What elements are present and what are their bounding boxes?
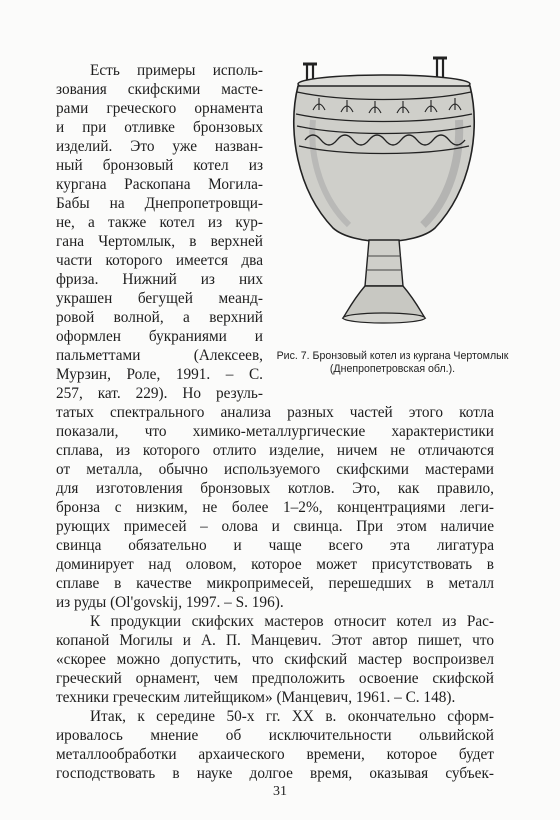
text-line: гана Чертомлык, в верхней [56, 233, 263, 250]
text-line: и при отливке бронзовых [56, 119, 263, 136]
page-number: 31 [273, 784, 287, 799]
text-line: кургана Раскопана Могила- [56, 176, 263, 193]
text-line: К продукции скифских мастеров относит котел из Рас- [90, 613, 494, 630]
text-line: Бабы на Днепропетровщи- [56, 195, 263, 212]
text-line: из руды (Ol'govskij, 1997. – S. 196). [56, 594, 284, 611]
text-line: фриза. Нижний из них [56, 271, 263, 288]
text-line: «скорее можно допустить, что скифский мастер воспроизвел [56, 651, 494, 668]
bronze-cauldron-illustration [283, 50, 505, 335]
figure-caption-line-2: (Днепропетровская обл.). [329, 363, 456, 375]
text-line: господствовать в науке долгое время, оказывая субъек- [56, 765, 494, 782]
text-line: Есть примеры исполь- [90, 62, 263, 79]
text-line: оформлен букраниями и [56, 328, 263, 345]
text-line: Итак, к середине 50-х гг. XX в. окончательно сформ- [90, 708, 494, 725]
figure-caption-line-1: Рис. 7. Бронзовый котел из кургана Чертомлык [276, 350, 509, 362]
text-line: зования скифскими масте- [56, 81, 263, 98]
text-line: греческий орнамент, чем предположить освоение скифской [56, 670, 494, 687]
text-line: техники греческим литейщиком» (Манцевич, 1961. – С. 148). [56, 689, 456, 706]
text-line: ный бронзовый котел из [56, 157, 263, 174]
text-line: не, а также котел из кур- [56, 214, 263, 231]
text-line: части которого имеется два [56, 252, 263, 269]
text-line: Мурзин, Роле, 1991. – С. [56, 366, 263, 383]
text-line: копаной Могилы и А. П. Манцевич. Этот автор пишет, что [56, 632, 494, 649]
text-line: свинца обязательно и чаще всего эта лигатура [56, 537, 494, 554]
text-line: сплаве в качестве микропримесей, перешедших в металл [56, 575, 494, 592]
text-line: от металла, обычно используемого скифскими мастерами [56, 461, 494, 478]
text-line: сплава, из которого отлито изделие, ничем не отличаются [56, 442, 494, 459]
text-line: бронза с низким, не более 1–2%, концентрациями леги- [56, 499, 494, 516]
text-line: изделий. Это уже назван- [56, 138, 263, 155]
text-line: ровой волной, а верхний [56, 309, 263, 326]
text-line: рующих примесей – олова и свинца. При этом наличие [56, 518, 494, 535]
text-line: пальметтами (Алексеев, [56, 347, 263, 364]
text-line: металлообработки архаического времени, которое будет [56, 746, 494, 763]
text-line: для изготовления бронзовых котлов. Это, как правило, [56, 480, 494, 497]
text-line: показали, что химико-металлургические характеристики [56, 423, 494, 440]
text-line: 257, кат. 229). Но резуль- [56, 385, 263, 402]
text-line: доминирует над оловом, которое может присутствовать в [56, 556, 494, 573]
text-line: украшен бегущей меанд- [56, 290, 263, 307]
text-line: рами греческого орнамента [56, 100, 263, 117]
text-line: ировалось мнение об исключительности ольвийской [56, 727, 494, 744]
text-line: татых спектрального анализа разных частей этого котла [56, 404, 494, 421]
